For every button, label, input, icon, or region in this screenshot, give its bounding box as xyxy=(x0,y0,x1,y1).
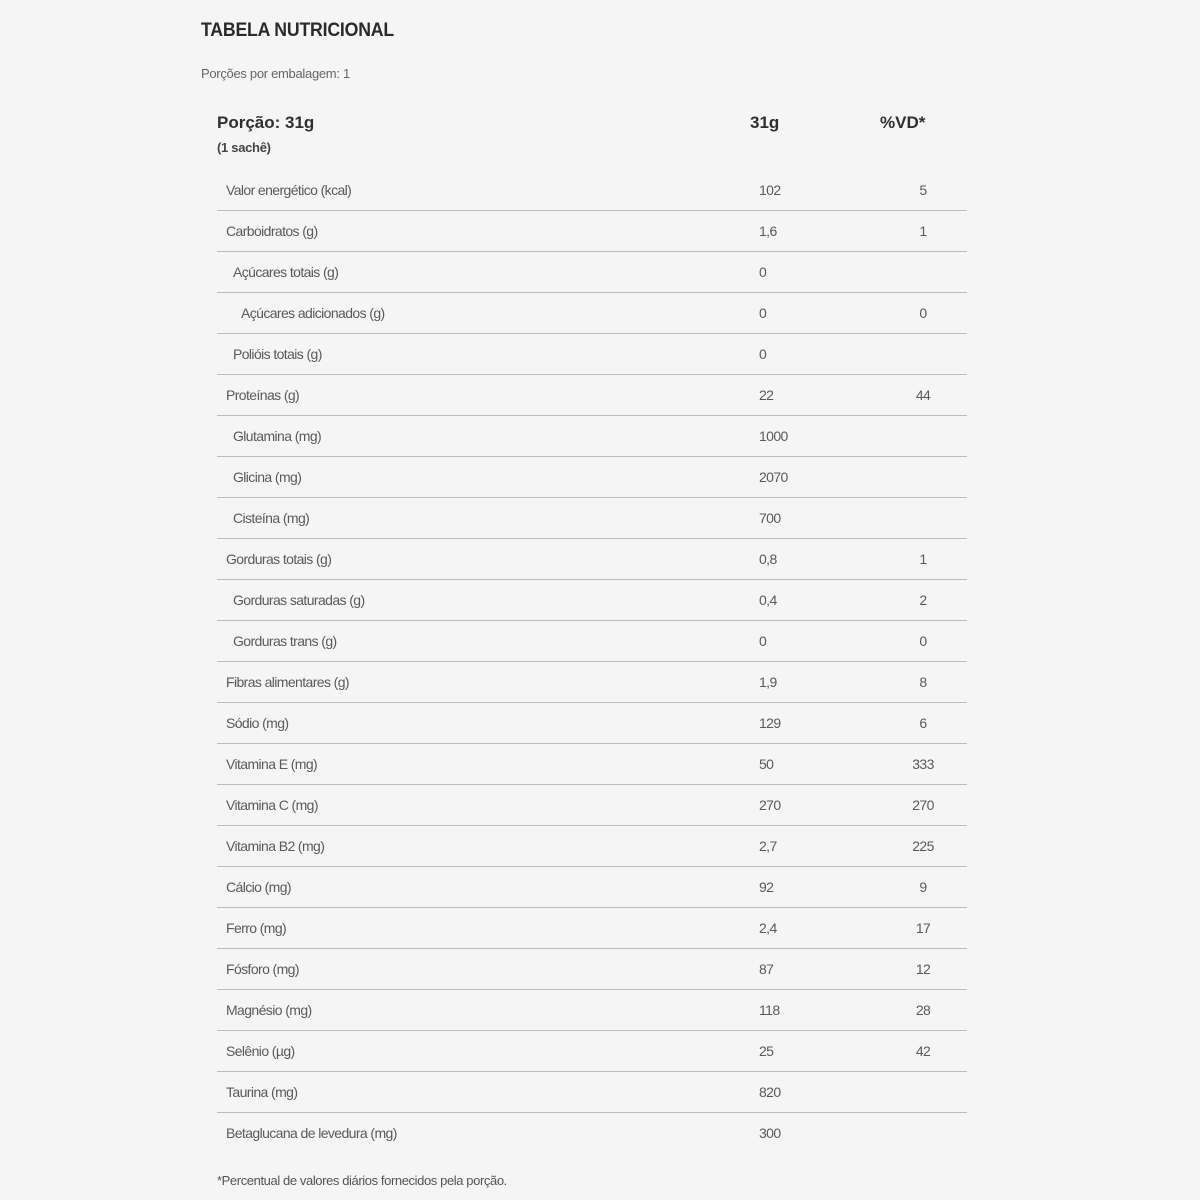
nutrient-amount: 270 xyxy=(759,797,781,813)
nutrient-name: Gorduras totais (g) xyxy=(226,551,332,567)
nutrient-name: Vitamina B2 (mg) xyxy=(226,838,325,854)
nutrient-amount: 0 xyxy=(759,305,767,321)
table-row xyxy=(217,457,967,498)
nutrient-daily-value: 28 xyxy=(915,1002,931,1018)
table-row xyxy=(217,1113,967,1153)
nutrient-name: Gorduras saturadas (g) xyxy=(233,592,365,608)
nutrient-name: Sódio (mg) xyxy=(226,715,289,731)
nutrient-amount: 1,9 xyxy=(759,674,777,690)
nutrient-name: Açúcares totais (g) xyxy=(233,264,339,280)
table-row xyxy=(217,1031,967,1072)
nutrient-amount: 2,4 xyxy=(759,920,777,936)
daily-value-column-header: %VD* xyxy=(880,113,926,132)
table-row xyxy=(217,785,967,826)
nutrient-daily-value: 1 xyxy=(919,551,927,567)
nutrient-daily-value: 44 xyxy=(915,387,931,403)
nutrient-amount: 22 xyxy=(759,387,774,403)
table-row xyxy=(217,744,967,785)
nutrient-amount: 300 xyxy=(759,1125,781,1141)
nutrient-daily-value: 2 xyxy=(919,592,927,608)
nutrient-daily-value: 0 xyxy=(919,305,927,321)
nutrient-amount: 87 xyxy=(759,961,774,977)
nutrient-name: Glutamina (mg) xyxy=(233,428,322,444)
table-row xyxy=(217,211,967,252)
nutrient-daily-value: 42 xyxy=(915,1043,931,1059)
nutrient-amount: 700 xyxy=(759,510,781,526)
table-row xyxy=(217,539,967,580)
nutrient-name: Cálcio (mg) xyxy=(226,879,291,895)
nutrient-amount: 1000 xyxy=(759,428,788,444)
nutrient-amount: 118 xyxy=(759,1002,780,1018)
nutrient-amount: 0 xyxy=(759,633,767,649)
table-row xyxy=(217,170,967,211)
table-row xyxy=(217,621,967,662)
table-row xyxy=(217,416,967,457)
table-row xyxy=(217,334,967,375)
nutrient-amount: 0,4 xyxy=(759,592,777,608)
nutrient-name: Fibras alimentares (g) xyxy=(226,674,349,690)
nutrient-amount: 50 xyxy=(759,756,774,772)
nutrient-daily-value: 12 xyxy=(915,961,931,977)
nutrient-name: Glicina (mg) xyxy=(233,469,302,485)
page-title: TABELA NUTRICIONAL xyxy=(201,20,394,41)
amount-column-header: 31g xyxy=(750,113,780,132)
table-row xyxy=(217,1072,967,1113)
nutrient-daily-value: 225 xyxy=(912,838,934,854)
nutrient-name: Ferro (mg) xyxy=(226,920,287,936)
table-row xyxy=(217,908,967,949)
portion-header: Porção: 31g xyxy=(217,113,315,132)
nutrient-daily-value: 17 xyxy=(915,920,931,936)
nutrient-name: Carboidratos (g) xyxy=(226,223,318,239)
nutrient-name: Vitamina C (mg) xyxy=(226,797,318,813)
nutrient-daily-value: 1 xyxy=(919,223,927,239)
nutrient-amount: 0 xyxy=(759,264,767,280)
nutrient-daily-value: 8 xyxy=(919,674,927,690)
portions-per-package: Porções por embalagem: 1 xyxy=(201,66,350,81)
nutrient-amount: 0 xyxy=(759,346,767,362)
nutrient-daily-value: 5 xyxy=(919,182,927,198)
nutrient-daily-value: 333 xyxy=(912,756,934,772)
nutrient-name: Polióis totais (g) xyxy=(233,346,322,362)
nutrient-name: Vitamina E (mg) xyxy=(226,756,318,772)
nutrient-name: Valor energético (kcal) xyxy=(226,182,352,198)
nutrient-name: Taurina (mg) xyxy=(226,1084,298,1100)
nutrient-daily-value: 9 xyxy=(919,879,927,895)
nutrient-amount: 2,7 xyxy=(759,838,777,854)
table-row xyxy=(217,252,967,293)
nutrient-daily-value: 270 xyxy=(912,797,934,813)
nutrient-amount: 0,8 xyxy=(759,551,777,567)
nutrient-name: Açúcares adicionados (g) xyxy=(241,305,385,321)
nutrient-amount: 2070 xyxy=(759,469,788,485)
table-row xyxy=(217,949,967,990)
footnote: *Percentual de valores diários fornecidos pela porção. xyxy=(217,1173,507,1188)
nutrient-amount: 1,6 xyxy=(759,223,777,239)
portion-subheader: (1 sachê) xyxy=(217,140,271,155)
nutrient-amount: 25 xyxy=(759,1043,774,1059)
nutrient-name: Selênio (µg) xyxy=(226,1043,295,1059)
nutrient-name: Gorduras trans (g) xyxy=(233,633,337,649)
nutrient-amount: 820 xyxy=(759,1084,781,1100)
nutrient-amount: 102 xyxy=(759,182,781,198)
table-row xyxy=(217,867,967,908)
nutrient-name: Fósforo (mg) xyxy=(226,961,299,977)
table-row xyxy=(217,580,967,621)
nutrient-daily-value: 0 xyxy=(919,633,927,649)
nutrient-name: Cisteína (mg) xyxy=(233,510,310,526)
table-row xyxy=(217,703,967,744)
table-row xyxy=(217,375,967,416)
nutrient-name: Proteínas (g) xyxy=(226,387,300,403)
nutrient-name: Magnésio (mg) xyxy=(226,1002,312,1018)
nutrition-table xyxy=(217,170,967,1153)
table-row xyxy=(217,293,967,334)
nutrient-daily-value: 6 xyxy=(919,715,927,731)
table-row xyxy=(217,826,967,867)
table-row xyxy=(217,990,967,1031)
nutrient-amount: 129 xyxy=(759,715,781,731)
table-row xyxy=(217,662,967,703)
table-row xyxy=(217,498,967,539)
nutrient-name: Betaglucana de levedura (mg) xyxy=(226,1125,397,1141)
nutrient-amount: 92 xyxy=(759,879,774,895)
